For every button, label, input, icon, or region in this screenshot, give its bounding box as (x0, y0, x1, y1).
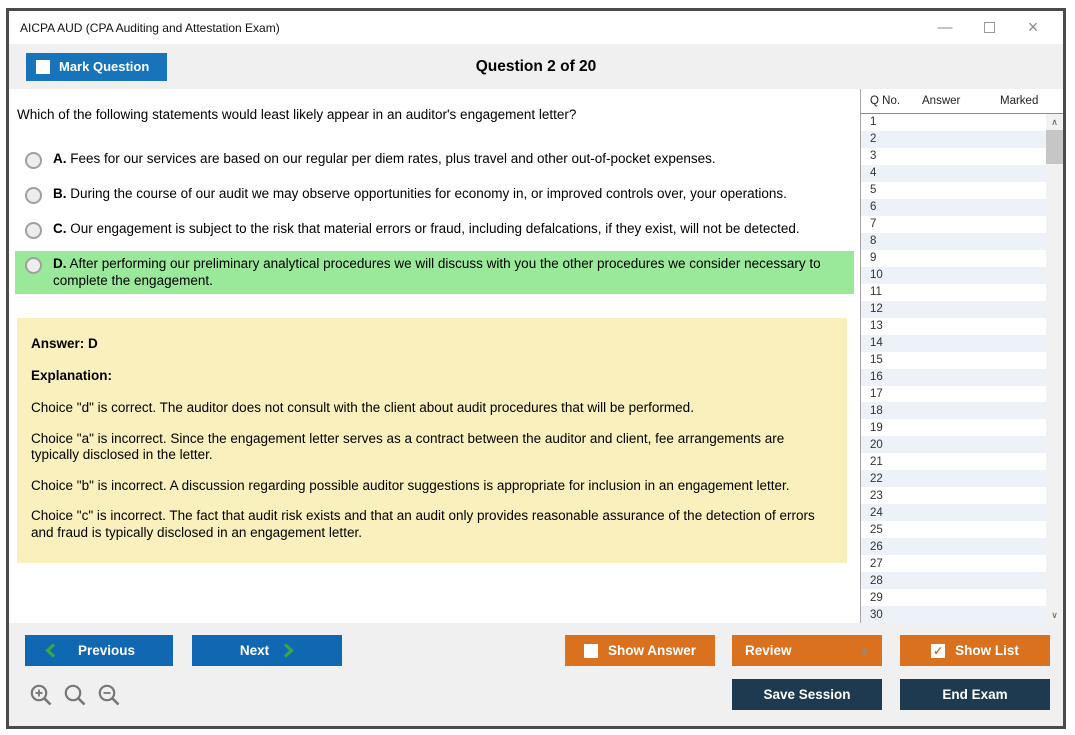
option-d-body: After performing our preliminary analytical procedures we will discuss with you the other procedures we consider necessary to complete the engagement. (53, 256, 821, 288)
question-list-row[interactable] (861, 386, 1046, 403)
qrow-number: 20 (870, 438, 883, 451)
caret-up-icon: ▲ (859, 645, 869, 656)
qrow-number: 19 (870, 421, 883, 434)
zoom-out-icon[interactable] (97, 683, 122, 708)
option-c-radio[interactable] (25, 222, 42, 239)
scrollbar-thumb[interactable] (1046, 130, 1063, 164)
option-a[interactable] (15, 146, 854, 174)
question-list-row[interactable] (861, 504, 1046, 521)
question-list-row[interactable] (861, 470, 1046, 487)
option-d-correct-highlight[interactable] (15, 251, 854, 294)
option-b-text (53, 186, 787, 203)
close-icon[interactable]: × (1027, 17, 1039, 37)
qrow-number: 11 (870, 286, 882, 299)
scrollbar-track[interactable] (1046, 164, 1063, 607)
question-list-scrollbar[interactable] (1046, 114, 1063, 623)
qrow-number: 14 (870, 337, 883, 350)
question-list-row[interactable] (861, 555, 1046, 572)
footer-bar (9, 623, 1063, 726)
zoom-reset-icon[interactable] (63, 683, 88, 708)
qrow-number: 2 (870, 133, 877, 146)
save-session-button[interactable] (732, 679, 882, 710)
qrow-number: 9 (870, 252, 877, 265)
next-label: Next (239, 643, 270, 658)
question-list-row[interactable] (861, 131, 1046, 148)
option-b[interactable] (15, 181, 854, 209)
qrow-number: 12 (870, 303, 883, 316)
qrow-number: 21 (870, 455, 883, 468)
option-c-text (53, 221, 800, 238)
question-list-row[interactable] (861, 216, 1046, 233)
option-a-radio[interactable] (25, 152, 42, 169)
zoom-toolbar (29, 683, 122, 708)
qrow-number: 5 (870, 184, 877, 197)
show-answer-label: Show Answer (607, 643, 696, 658)
option-a-body: Fees for our services are based on our regular per diem rates, plus travel and other out-of-pocket expenses. (70, 151, 716, 166)
qrow-number: 16 (870, 371, 883, 384)
end-exam-button[interactable] (900, 679, 1050, 710)
question-list-row[interactable] (861, 572, 1046, 589)
question-list-row[interactable] (861, 487, 1046, 504)
previous-button[interactable] (25, 635, 173, 666)
explanation-paragraph: Choice "d" is correct. The auditor does not consult with the client about audit procedures that will be performed. (31, 400, 694, 415)
previous-label: Previous (78, 643, 136, 658)
qrow-number: 8 (870, 235, 877, 248)
mark-question-button[interactable] (26, 53, 167, 81)
col-marked: Marked (1000, 95, 1039, 107)
qrow-number: 15 (870, 354, 883, 367)
show-list-checkbox[interactable]: ✓ (933, 643, 944, 658)
question-list-row[interactable] (861, 199, 1046, 216)
chevron-right-icon (283, 643, 294, 658)
mark-question-checkbox[interactable] (36, 60, 50, 74)
question-text: Which of the following statements would least likely appear in an auditor's engagement letter? (17, 107, 577, 122)
question-counter: Question 2 of 20 (475, 57, 597, 75)
question-list-row[interactable] (861, 335, 1046, 352)
option-a-text (53, 151, 716, 168)
question-list-rows (861, 114, 1046, 623)
window-title: AICPA AUD (CPA Auditing and Attestation Exam) (20, 20, 280, 35)
qrow-number: 28 (870, 574, 883, 587)
show-list-button[interactable] (900, 635, 1050, 666)
question-list-row[interactable] (861, 538, 1046, 555)
minimize-icon[interactable]: — (937, 19, 953, 36)
question-list-row[interactable] (861, 318, 1046, 335)
question-list-body (861, 114, 1063, 623)
question-list-row[interactable] (861, 165, 1046, 182)
question-area (9, 89, 860, 623)
question-list-row[interactable] (861, 284, 1046, 301)
qrow-number: 7 (870, 218, 877, 231)
option-d-letter: D. (53, 256, 67, 271)
qrow-number: 26 (870, 540, 883, 553)
qrow-number: 17 (870, 387, 883, 400)
scroll-down-icon[interactable]: ∨ (1051, 609, 1058, 620)
question-list-row[interactable] (861, 352, 1046, 369)
show-answer-button[interactable] (565, 635, 715, 666)
end-exam-label: End Exam (942, 687, 1008, 702)
zoom-in-icon[interactable] (29, 683, 54, 708)
qrow-number: 23 (870, 489, 883, 502)
option-b-letter: B. (53, 186, 67, 201)
qrow-number: 25 (870, 523, 883, 536)
question-list-row[interactable] (861, 419, 1046, 436)
question-list-header (861, 89, 1063, 114)
qrow-number: 24 (870, 506, 883, 519)
question-list-row[interactable] (861, 182, 1046, 199)
qrow-number: 1 (870, 116, 877, 129)
explanation-paragraph: Choice "b" is incorrect. A discussion regarding possible auditor suggestions is appropriate for inclusion in an engagement letter. (31, 477, 790, 493)
explanation-paragraph: Choice "a" is incorrect. Since the engagement letter serves as a contract between the auditor and client, fee arrangements are typically disclosed in the letter. (31, 430, 785, 462)
option-d-radio[interactable] (25, 257, 42, 274)
show-answer-checkbox[interactable] (584, 644, 598, 658)
main-area (9, 89, 1063, 623)
qrow-number: 10 (870, 269, 883, 282)
header-strip (9, 44, 1063, 89)
window-controls (923, 15, 1063, 41)
question-list-row[interactable] (861, 453, 1046, 470)
qrow-number: 27 (870, 557, 883, 570)
qrow-number: 18 (870, 404, 883, 417)
qrow-number: 29 (870, 591, 883, 604)
question-list-row[interactable] (861, 402, 1046, 419)
mark-question-label: Mark Question (59, 59, 150, 74)
explanation-paragraph: Choice "c" is incorrect. The fact that audit risk exists and that an audit only provides reasonable assurance of the detection of errors and fraud is typically disclosed in an engagement letter. (31, 508, 815, 540)
review-label: Review (745, 643, 792, 658)
qrow-number: 13 (870, 320, 883, 333)
question-list-row[interactable] (861, 521, 1046, 538)
option-c-letter: C. (53, 221, 67, 236)
option-c-body: Our engagement is subject to the risk that material errors or fraud, including defalcations, if they exist, will not be detected. (70, 221, 800, 236)
answer-label: Answer: D (31, 336, 98, 351)
review-dropdown-button[interactable] (732, 635, 882, 666)
app-window (6, 8, 1066, 729)
option-d-text (53, 256, 848, 289)
question-list-row[interactable] (861, 114, 1046, 131)
next-button[interactable] (192, 635, 342, 666)
scroll-up-icon[interactable]: ∧ (1051, 116, 1058, 127)
question-list-row[interactable] (861, 589, 1046, 606)
qrow-number: 3 (870, 150, 877, 163)
qrow-number: 6 (870, 201, 877, 214)
question-list-panel (860, 89, 1063, 623)
question-list-row[interactable] (861, 233, 1046, 250)
option-b-radio[interactable] (25, 187, 42, 204)
question-list-row[interactable] (861, 250, 1046, 267)
option-a-letter: A. (53, 151, 67, 166)
qrow-number: 4 (870, 167, 877, 180)
question-list-row[interactable] (861, 148, 1046, 165)
qrow-number: 22 (870, 472, 883, 485)
maximize-icon[interactable] (967, 15, 1011, 41)
qrow-number: 30 (870, 608, 883, 621)
chevron-left-icon (45, 643, 56, 658)
title-bar (9, 11, 1063, 44)
col-qno: Q No. (870, 95, 901, 107)
question-list-row[interactable] (861, 301, 1046, 318)
option-c[interactable] (15, 216, 854, 244)
question-list-row[interactable] (861, 606, 1046, 623)
save-session-label: Save Session (763, 687, 851, 702)
col-answer: Answer (922, 95, 961, 107)
explanation-label: Explanation: (31, 368, 113, 383)
answer-explanation-panel (17, 318, 847, 563)
question-list-row[interactable] (861, 267, 1046, 284)
question-list-row[interactable] (861, 369, 1046, 386)
option-b-body: During the course of our audit we may observe opportunities for economy in, or improved controls over, your operations. (70, 186, 787, 201)
question-list-row[interactable] (861, 436, 1046, 453)
show-list-label: Show List (955, 643, 1019, 658)
